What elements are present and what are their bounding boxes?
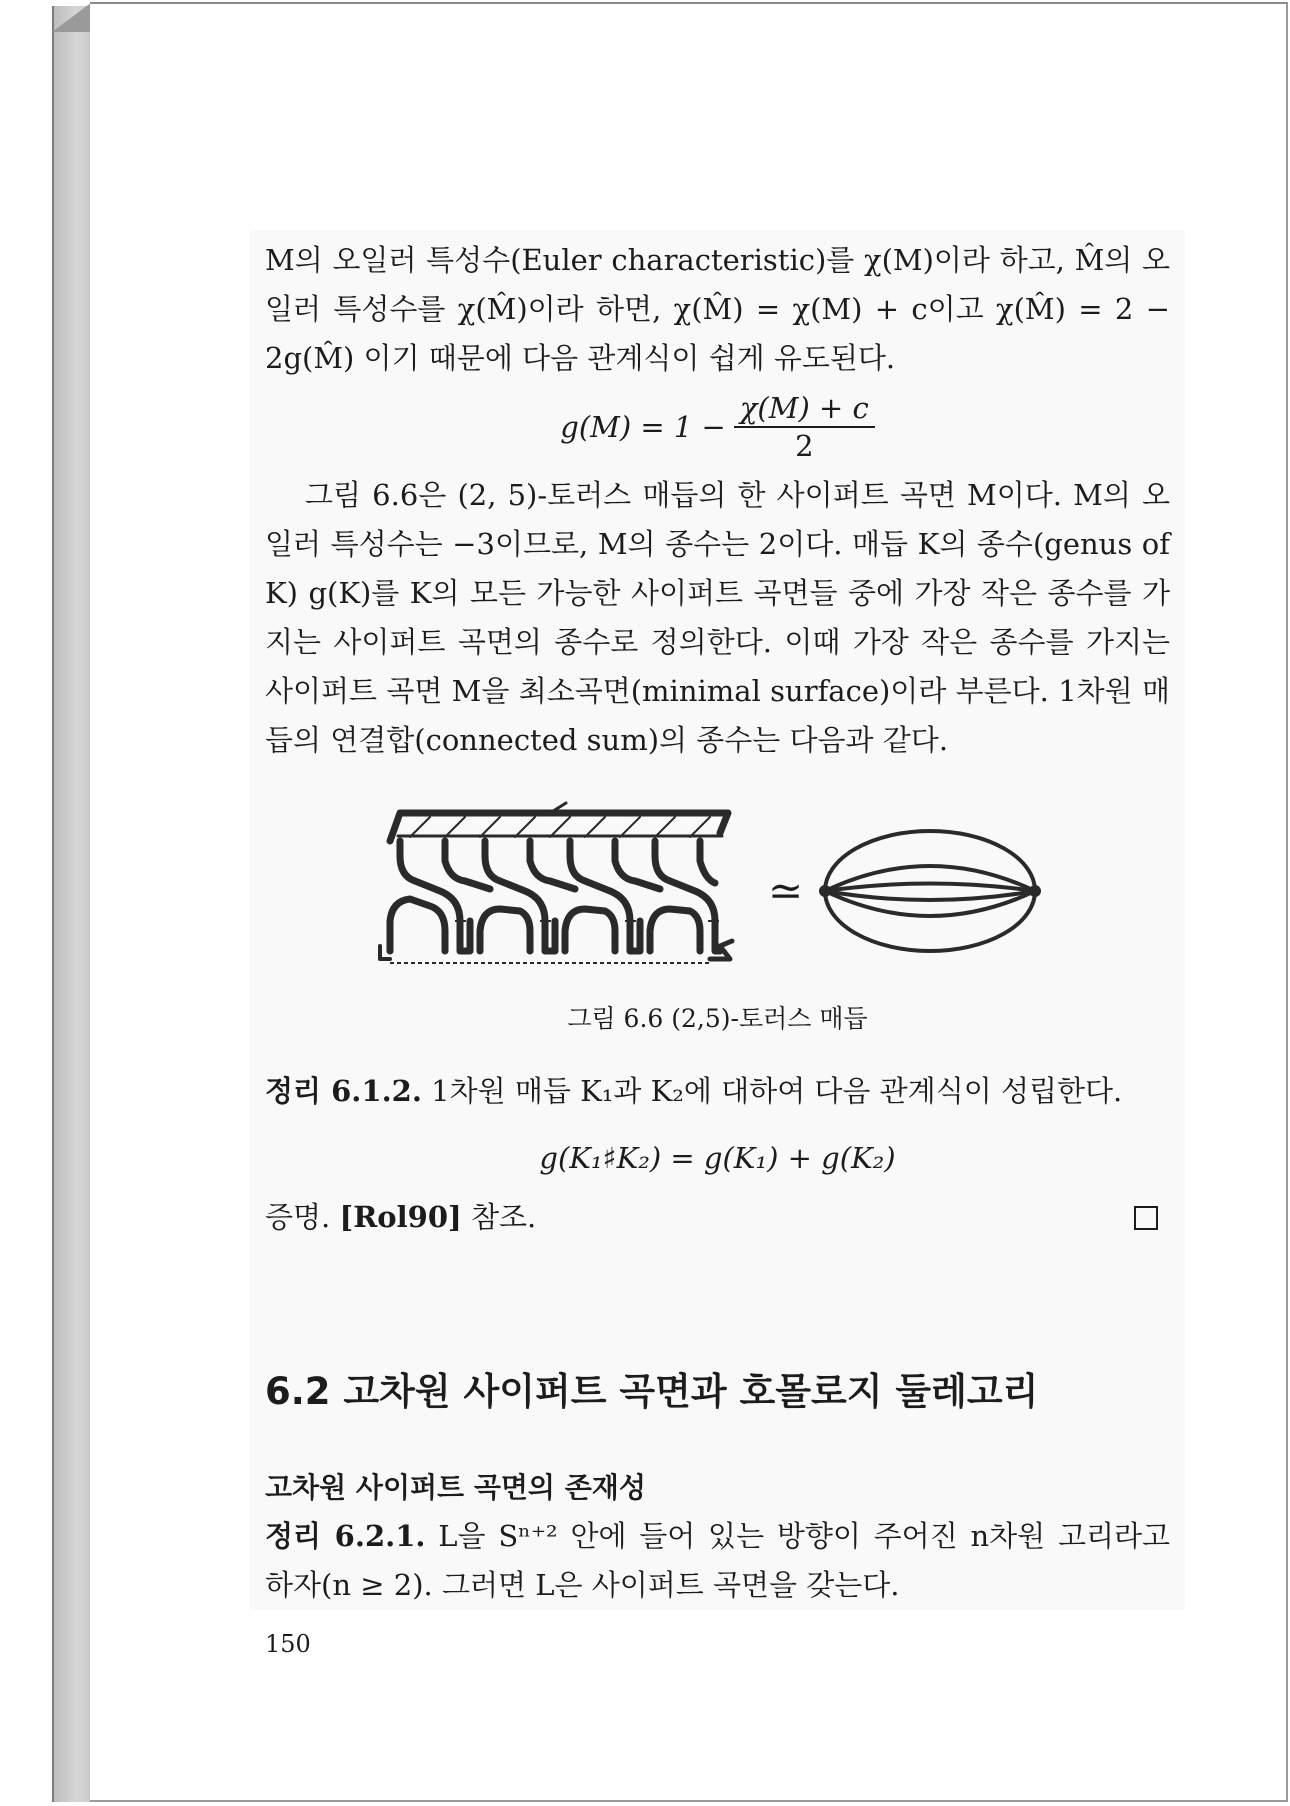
proof-see: 참조. (470, 1200, 537, 1234)
proof-label: 증명. (265, 1200, 331, 1234)
theorem-6-2-1 (265, 1512, 1170, 1610)
formula-genus (265, 383, 1170, 471)
formula-genus-fraction (734, 390, 875, 464)
formula-genus-denominator: 2 (795, 429, 814, 463)
theorem-6-1-2 (265, 1067, 1170, 1116)
proof-reference: [Rol90] (339, 1200, 462, 1234)
seifert-surface-illustration (370, 781, 1070, 1001)
equivalence-symbol: ≃ (768, 866, 804, 915)
subsection-heading: 고차원 사이퍼트 곡면의 존재성 (265, 1471, 646, 1504)
formula-genus-numerator: χ(M) + c (734, 390, 875, 428)
paragraph-torus-knot: 그림 6.6은 (2, 5)-토러스 매듭의 한 사이퍼트 곡면 M이다. M의 오일러 특성수는 −3이므로, M의 종수는 2이다. 매듭 K의 종수(genus of K) g(K)를 K의 모든 가능한 사이퍼트 곡면들 중에 가장 작은 종수를 가지는 사이퍼트 곡면의 종수로 정의한다. 이때 가장 작은 종수를 가지는 사이퍼트 곡면 M을 최소곡면(minimal surface)이라 부른다. 1차원 매듭의 연결합(connected sum)의 종수는 다음과 같다. (265, 478, 1170, 757)
formula-genus-lhs: g(M) = 1 − (560, 409, 726, 444)
theorem-6-2-1-label: 정리 6.2.1. (265, 1519, 426, 1553)
figure-6-6 (265, 777, 1170, 1007)
theorem-6-1-2-text: 1차원 매듭 K₁과 K₂에 대하여 다음 관계식이 성립한다. (431, 1074, 1123, 1108)
proof (265, 1193, 1170, 1242)
page-number: 150 (265, 1630, 311, 1658)
formula-connected-sum: g(K₁♯K₂) = g(K₁) + g(K₂) (539, 1141, 896, 1175)
theorem-6-2-1-text: L을 Sⁿ⁺² 안에 들어 있는 방향이 주어진 n차원 고리라고 하자(n ≥ 2). 그러면 L은 사이퍼트 곡면을 갖는다. (265, 1519, 1171, 1602)
section-heading-6-2: 6.2 고차원 사이퍼트 곡면과 호몰로지 둘레고리 (265, 1370, 1039, 1413)
paragraph-euler-characteristic: M의 오일러 특성수(Euler characteristic)를 χ(M)이라 하고, M̂의 오일러 특성수를 χ(M̂)이라 하면, χ(M̂) = χ(M) + c이고 χ(M̂) = 2 − 2g(M̂) 이기 때문에 다음 관계식이 쉽게 유도된다. (265, 243, 1170, 375)
page-content (265, 236, 1170, 1610)
book-spine (52, 6, 92, 1802)
theorem-6-1-2-label: 정리 6.1.2. (265, 1074, 422, 1108)
figure-caption: 그림 6.6 (2,5)-토러스 매듭 (567, 1004, 868, 1033)
qed-box-icon (1134, 1206, 1158, 1230)
proof-text (265, 1193, 536, 1242)
